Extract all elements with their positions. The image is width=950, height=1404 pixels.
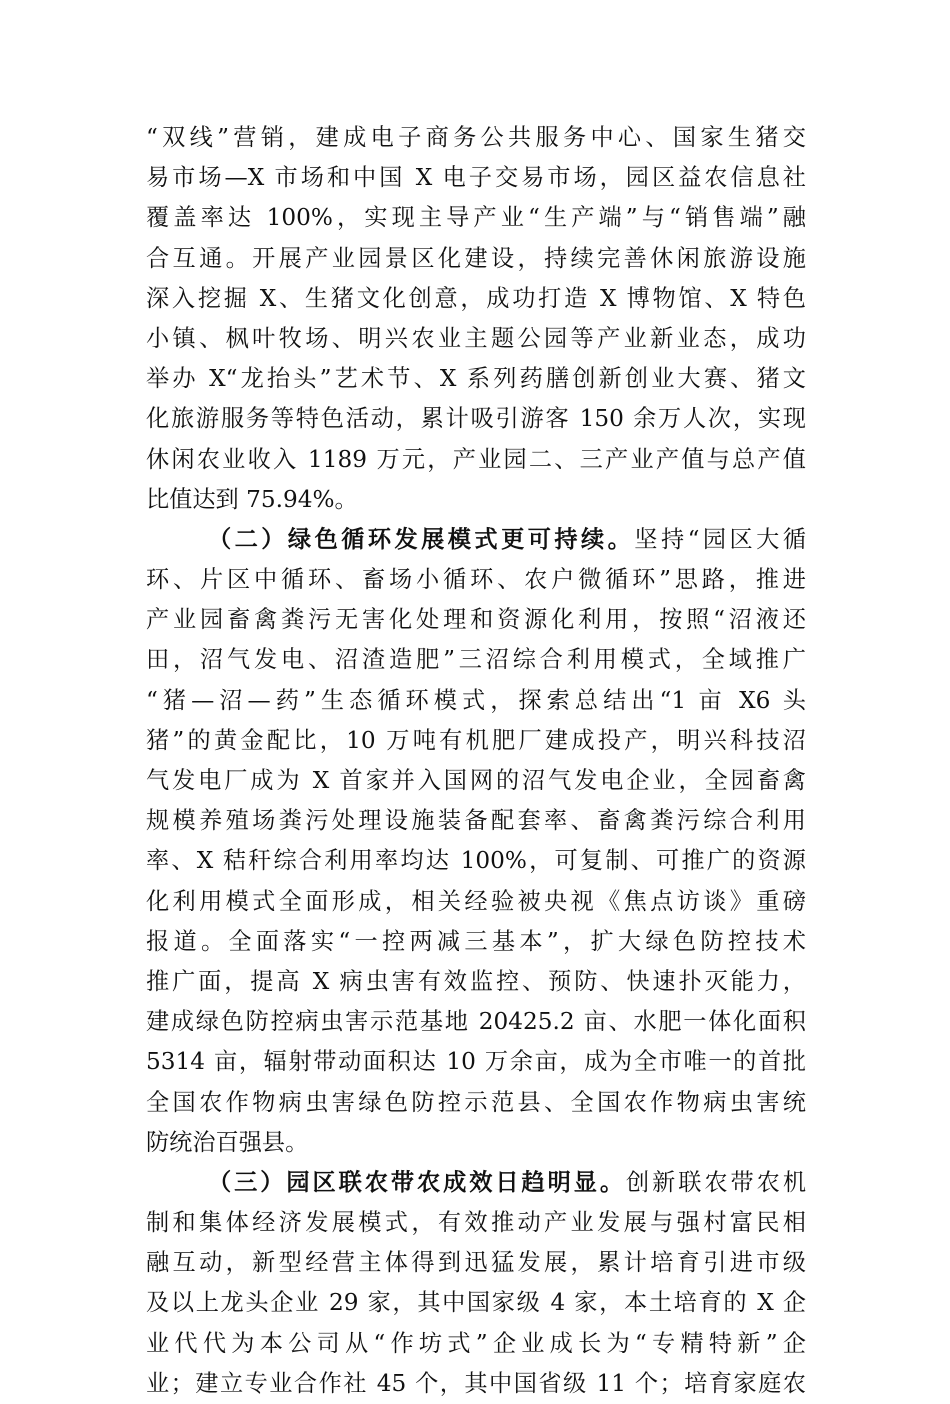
text-line: 产业园畜禽粪污无害化处理和资源化利用，按照“沼液还 <box>146 606 806 634</box>
document-body <box>146 118 806 1404</box>
text-line: 田，沼气发电、沼渣造肥”三沼综合利用模式，全域推广 <box>146 646 806 674</box>
text-line: 猪”的黄金配比，10 万吨有机肥厂建成投产，明兴科技沼 <box>146 726 806 754</box>
text-line: 化旅游服务等特色活动，累计吸引游客 150 余万人次，实现 <box>146 405 806 433</box>
text-line: 小镇、枫叶牧场、明兴农业主题公园等产业新业态，成功 <box>146 324 806 352</box>
text-run: 坚持“园区大循 <box>634 525 807 553</box>
text-line: 报道。全面落实“一控两减三基本”，扩大绿色防控技术 <box>146 927 806 955</box>
paragraph-green-cycle <box>146 520 806 1163</box>
text-line: 防统治百强县。 <box>146 1128 309 1156</box>
text-line: 推广面，提高 X 病虫害有效监控、预防、快速扑灭能力， <box>146 967 806 995</box>
text-line: 比值达到 75.94%。 <box>146 485 358 513</box>
text-line: 覆盖率达 100%，实现主导产业“生产端”与“销售端”融 <box>146 204 806 232</box>
paragraph-tourism-marketing <box>146 118 806 520</box>
text-line: 易市场—X 市场和中国 X 电子交易市场，园区益农信息社 <box>146 164 806 192</box>
text-line: 环、片区中循环、畜场小循环、农户微循环”思路，推进 <box>146 566 806 594</box>
text-line: 融互动，新型经营主体得到迅猛发展，累计培育引进市级 <box>146 1249 806 1277</box>
text-line: 合互通。开展产业园景区化建设，持续完善休闲旅游设施 <box>146 244 806 272</box>
text-line: 业；建立专业合作社 45 个，其中国省级 11 个；培育家庭农 <box>146 1369 806 1397</box>
text-line: 建成绿色防控病虫害示范基地 20425.2 亩、水肥一体化面积 <box>146 1008 806 1036</box>
paragraph-first-line <box>146 520 806 560</box>
text-run: 创新联农带农机 <box>626 1168 807 1196</box>
text-line: 5314 亩，辐射带动面积达 10 万余亩，成为全市唯一的首批 <box>146 1048 806 1076</box>
text-line: 休闲农业收入 1189 万元，产业园二、三产业产值与总产值 <box>146 445 806 473</box>
text-line: 业代代为本公司从“作坊式”企业成长为“专精特新”企 <box>146 1329 806 1357</box>
text-line: “双线”营销，建成电子商务公共服务中心、国家生猪交 <box>146 124 806 151</box>
text-line: 深入挖掘 X、生猪文化创意，成功打造 X 博物馆、X 特色 <box>146 284 806 312</box>
text-line: 制和集体经济发展模式，有效推动产业发展与强村富民相 <box>146 1209 806 1237</box>
section-heading: （二）绿色循环发展模式更可持续。 <box>208 525 635 553</box>
text-line: 气发电厂成为 X 首家并入国网的沼气发电企业，全园畜禽 <box>146 767 806 794</box>
text-line: “猪—沼—药”生态循环模式，探索总结出“1 亩 X6 头 <box>146 686 806 714</box>
text-line: 化利用模式全面形成，相关经验被央视《焦点访谈》重磅 <box>146 887 806 915</box>
text-line: 举办 X“龙抬头”艺术节、X 系列药膳创新创业大赛、猪文 <box>146 365 806 393</box>
text-line: 规模养殖场粪污处理设施装备配套率、畜禽粪污综合利用 <box>146 807 806 835</box>
text-line: 全国农作物病虫害绿色防控示范县、全国农作物病虫害统 <box>146 1088 806 1116</box>
text-line: 率、X 秸秆综合利用率均达 100%，可复制、可推广的资源 <box>146 847 806 875</box>
section-heading: （三）园区联农带农成效日趋明显。 <box>208 1168 627 1196</box>
paragraph-farmer-linkage <box>146 1163 806 1404</box>
text-line: 及以上龙头企业 29 家，其中国家级 4 家，本土培育的 X 企 <box>146 1289 806 1317</box>
paragraph-first-line <box>146 1163 806 1203</box>
